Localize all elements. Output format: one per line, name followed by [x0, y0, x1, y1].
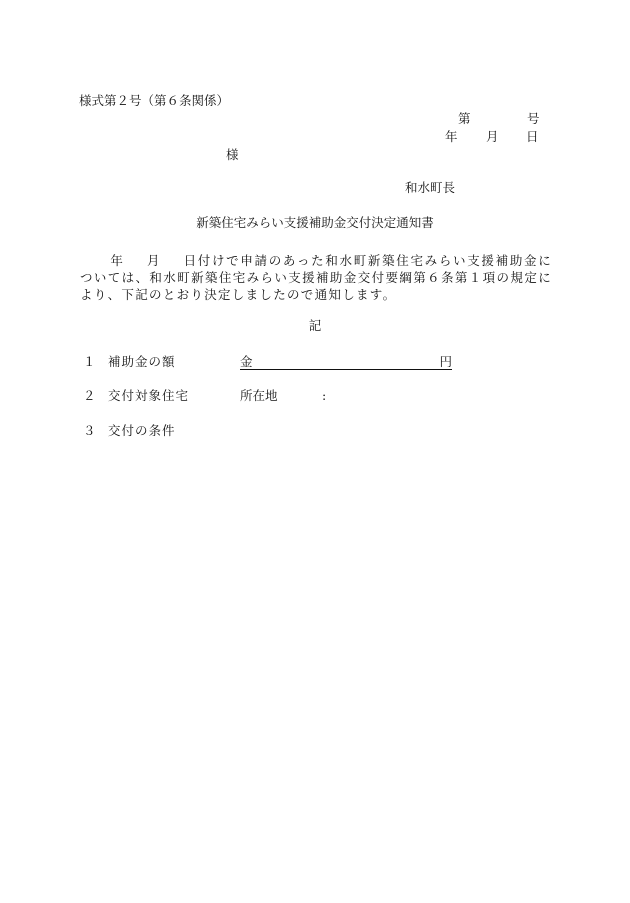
item-number: ３ [83, 423, 96, 438]
ki-heading: 記 [308, 318, 322, 333]
sender-name: 和水町長 [405, 180, 456, 195]
amount-suffix: 円 [439, 354, 452, 369]
item-label-target-house: 交付対象住宅 [108, 388, 190, 403]
document-title: 新築住宅みらい支援補助金交付決定通知書 [196, 215, 434, 230]
location-label: 所在地 [240, 388, 278, 403]
date-month: 月 [486, 129, 499, 144]
body-paragraph [80, 252, 552, 303]
body-year: 年 [110, 253, 125, 268]
date-day: 日 [526, 129, 539, 144]
document-number-suffix: 号 [527, 111, 540, 126]
item-number: １ [83, 354, 96, 369]
date-year: 年 [445, 129, 458, 144]
amount-prefix: 金 [240, 354, 253, 369]
amount-field [240, 355, 452, 370]
item-label-conditions: 交付の条件 [108, 423, 176, 438]
body-month: 月 [146, 253, 162, 268]
form-number: 様式第２号（第６条関係） [79, 93, 230, 108]
item-label-amount: 補助金の額 [108, 354, 176, 369]
addressee-honorific: 様 [226, 147, 239, 162]
item-number: ２ [83, 388, 96, 403]
document-number-prefix: 第 [458, 111, 471, 126]
body-text: 日付けで申請のあった和水町新築住宅みらい支援補助金については、和水町新築住宅みらい支援補助金交付要綱第６条第１項の規定により、下記のとおり決定しましたので通知します。 [80, 253, 552, 302]
location-colon: : [322, 388, 327, 403]
